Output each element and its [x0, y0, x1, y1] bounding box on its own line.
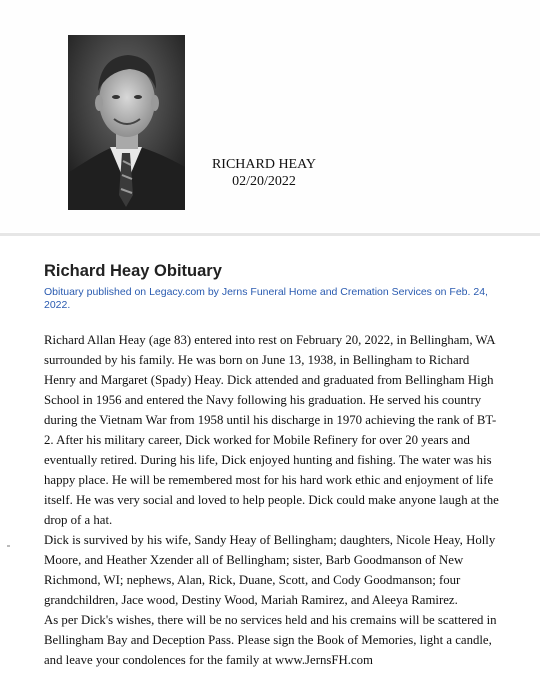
paragraph-services: As per Dick's wishes, there will be no services held and his cremains will be scattered in Bellingham Bay and Deception Pass. Please sign the Book of Memories, light a candle, and leave your condolences for the family at www.JernsFH.com [44, 613, 497, 667]
name-date-caption [205, 156, 323, 190]
deceased-name: RICHARD HEAY [211, 157, 317, 172]
header-section [0, 0, 540, 232]
paragraph-biography: Richard Allan Heay (age 83) entered into rest on February 20, 2022, in Bellingham, WA surrounded by his family. He was born on June 13, 1938, in Bellingham to Richard Henry and Margaret (Spady) Heay. Dick attended and graduated from Bellingham High School in 1956 and entered the Navy following his graduation. He served his country during the Vietnam War from 1958 until his discharge in 1970 achieving the rank of BT- 2. After his military career, Dick worked for Mobile Refinery for over 20 years and eventually retired. During his life, Dick enjoyed hunting and fishing. The water was his happy place. He will be remembered most for his hard work ethic and enjoyment of life itself. He was very social and loved to help people. Dick could make anyone laugh at the drop of a hat. [44, 333, 499, 527]
death-date: 02/20/2022 [232, 174, 296, 189]
obituary-body [44, 330, 504, 670]
scan-mark [7, 545, 10, 547]
publisher-line: Obituary published on Legacy.com by Jerns Funeral Home and Cremation Services on Feb. 24, 2022. [44, 286, 488, 311]
paragraph-survivors: Dick is survived by his wife, Sandy Heay of Bellingham; daughters, Nicole Heay, Holly Moore, and Heather Xzender all of Bellingham; sister, Barb Goodmanson of New Richmond, WI; nephews, Alan, Rick, Duane, Scott, and Cody Goodmanson; four grandchildren, Jace wood, Destiny Wood, Mariah Ramirez, and Aleeya Ramirez. [44, 533, 496, 607]
portrait-photo [68, 35, 185, 210]
obituary-title: Richard Heay Obituary [44, 262, 222, 280]
